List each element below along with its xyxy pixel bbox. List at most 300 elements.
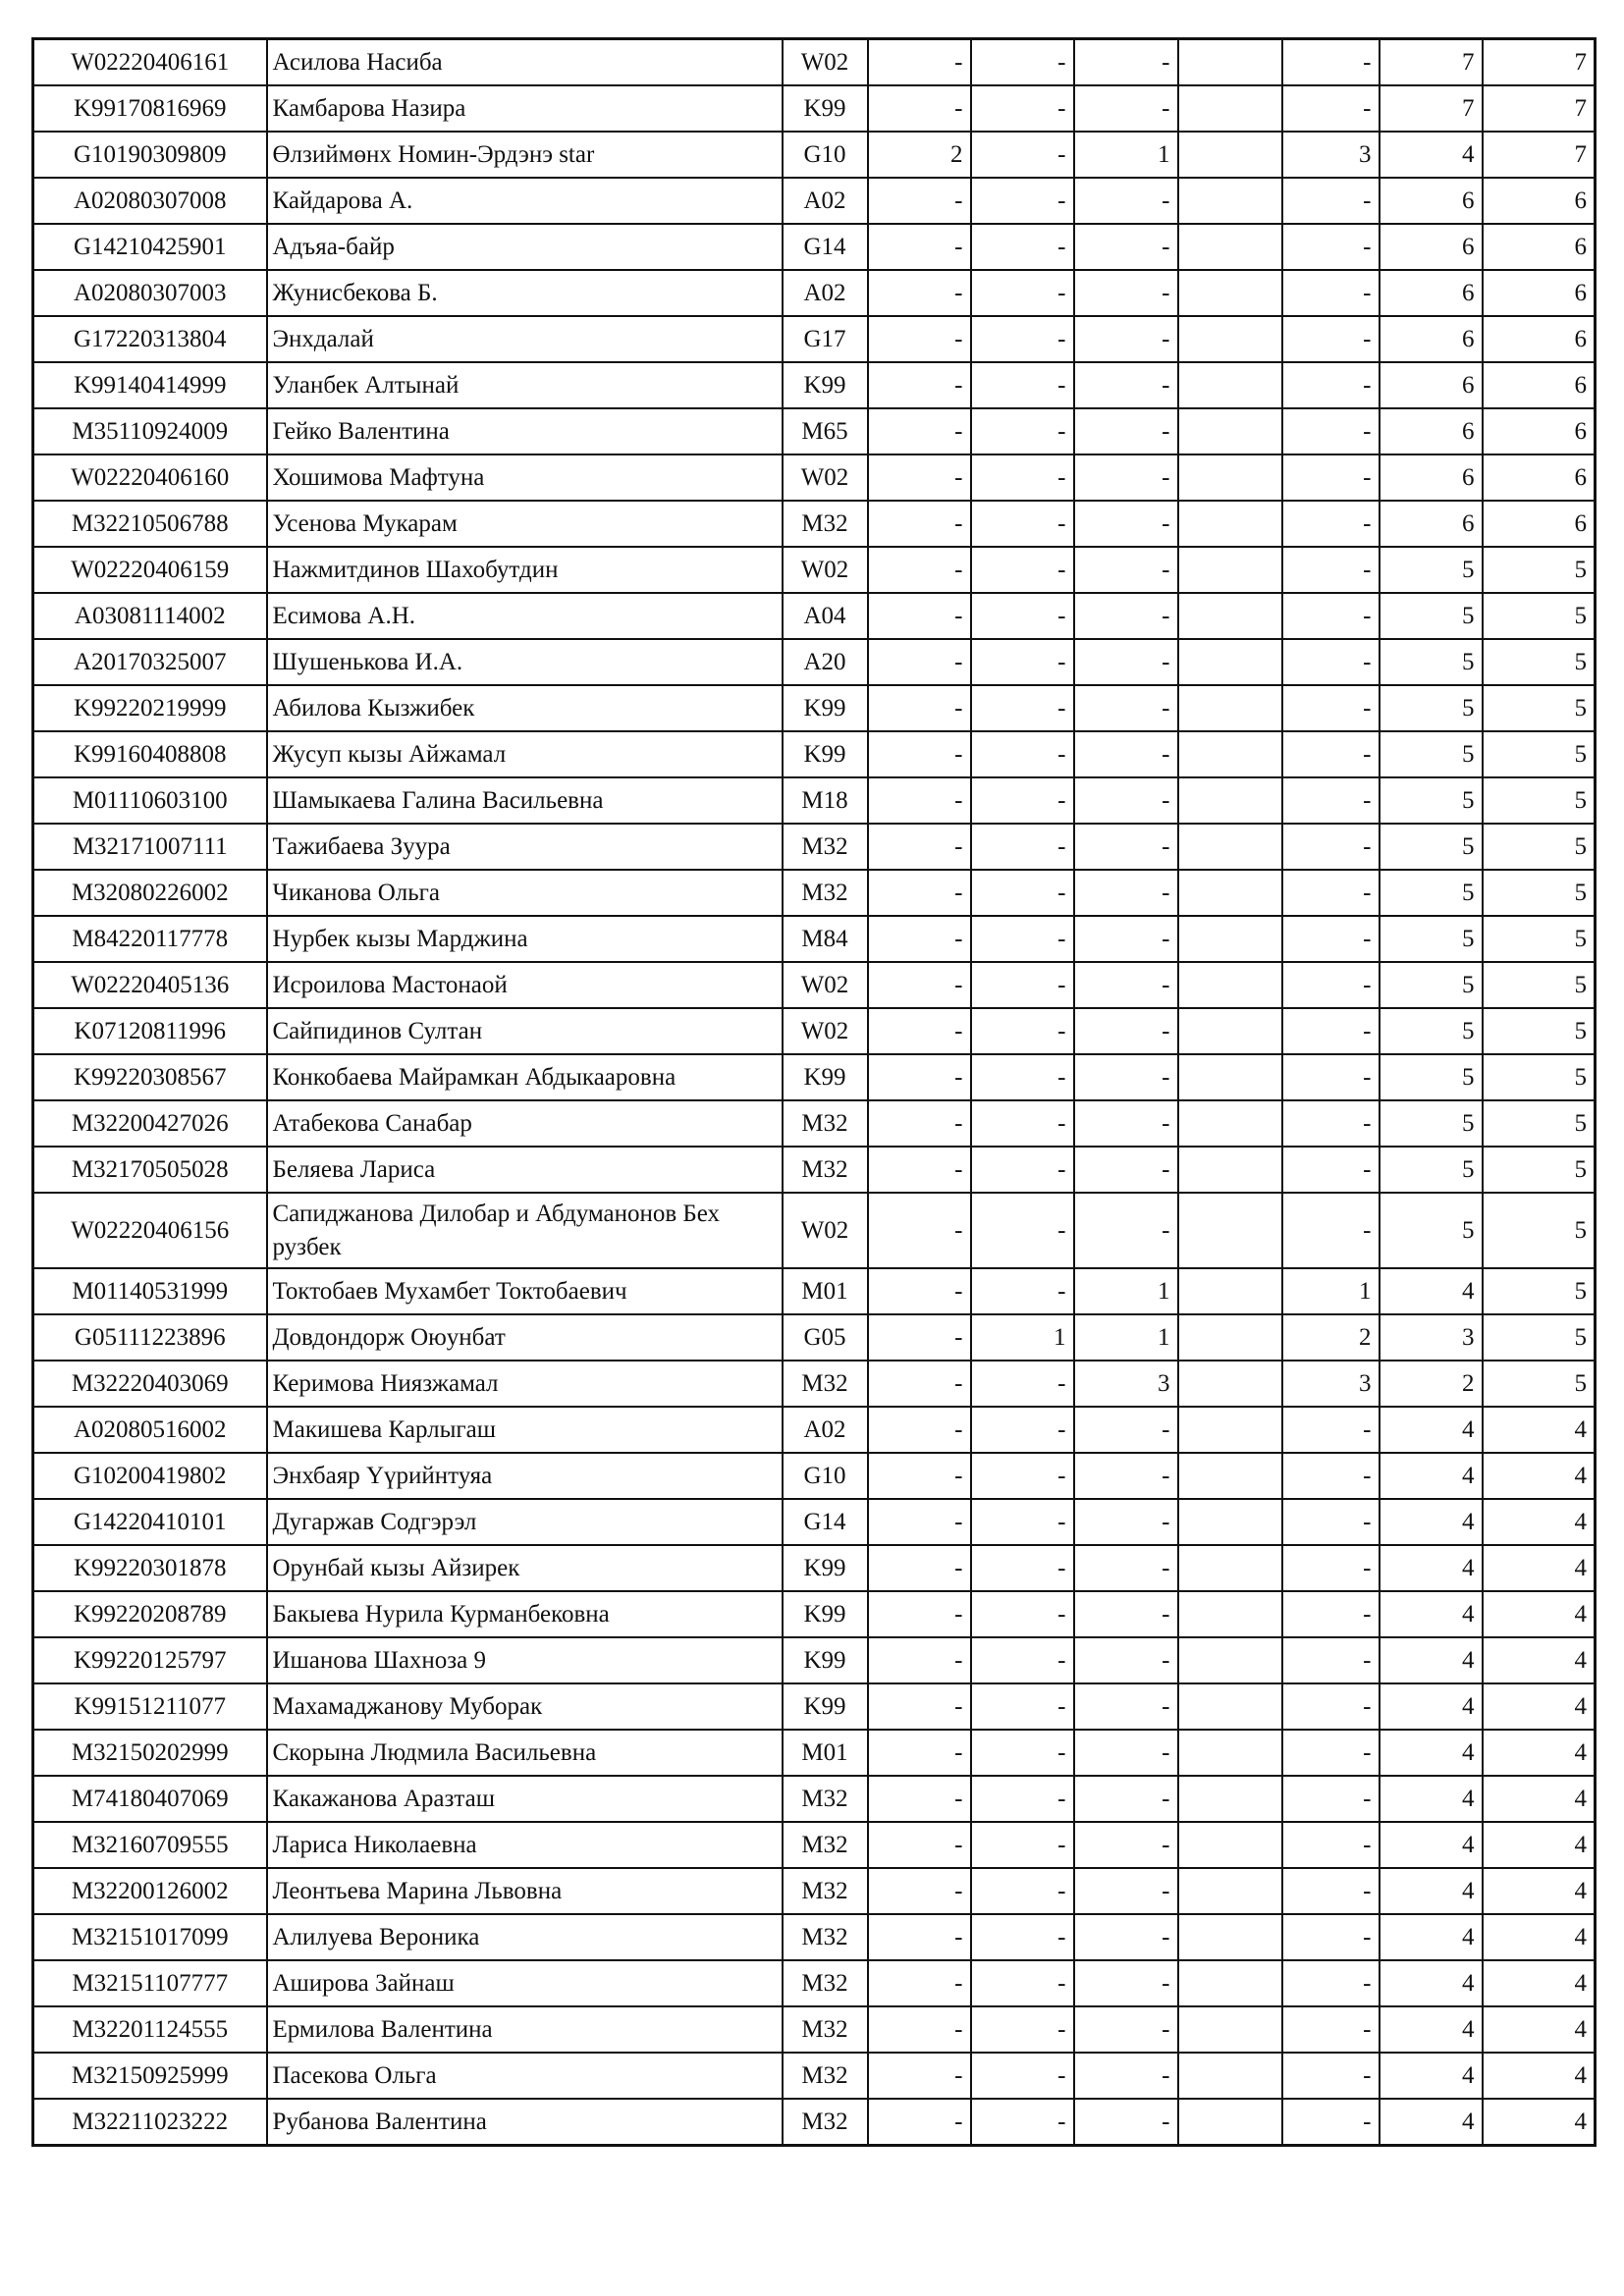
score-6-cell: 6 (1380, 316, 1483, 362)
score-5-cell: - (1282, 1407, 1380, 1453)
total-score-cell: 4 (1483, 1960, 1596, 2006)
total-score-cell: 4 (1483, 1776, 1596, 1822)
table-row (33, 1147, 1596, 1193)
score-1-cell: - (868, 1868, 971, 1914)
score-4-cell (1178, 1591, 1282, 1637)
group-code-cell: M32 (783, 1147, 868, 1193)
score-5-cell: - (1282, 962, 1380, 1008)
group-code-cell: M32 (783, 824, 868, 870)
score-6-cell: 2 (1380, 1361, 1483, 1407)
score-6-cell: 3 (1380, 1314, 1483, 1361)
total-score-cell: 4 (1483, 1868, 1596, 1914)
group-code-cell: K99 (783, 1683, 868, 1730)
member-name-cell: Чиканова Ольга (267, 870, 783, 916)
score-1-cell: 2 (868, 132, 971, 178)
member-id-cell: M32200427026 (33, 1100, 267, 1147)
table-body (33, 39, 1596, 2146)
member-name-cell: Ишанова Шахноза 9 (267, 1637, 783, 1683)
score-6-cell: 5 (1380, 1147, 1483, 1193)
score-3-cell: 1 (1074, 132, 1178, 178)
table-row (33, 1730, 1596, 1776)
member-name-cell: Жунисбекова Б. (267, 270, 783, 316)
score-1-cell: - (868, 870, 971, 916)
score-6-cell: 4 (1380, 1822, 1483, 1868)
group-code-cell: K99 (783, 731, 868, 777)
member-id-cell: G14220410101 (33, 1499, 267, 1545)
score-3-cell: - (1074, 639, 1178, 685)
score-4-cell (1178, 224, 1282, 270)
member-name-cell: Жусуп кызы Айжамал (267, 731, 783, 777)
table-row (33, 870, 1596, 916)
score-3-cell: 1 (1074, 1268, 1178, 1314)
member-name-cell: Хошимова Мафтуна (267, 454, 783, 501)
score-2-cell: - (971, 1054, 1074, 1100)
member-name-cell: Дугаржав Содгэрэл (267, 1499, 783, 1545)
score-4-cell (1178, 408, 1282, 454)
score-5-cell: - (1282, 639, 1380, 685)
member-id-cell: A02080516002 (33, 1407, 267, 1453)
group-code-cell: A02 (783, 178, 868, 224)
table-row (33, 1776, 1596, 1822)
member-name-cell: Абилова Кызжибек (267, 685, 783, 731)
table-row (33, 1868, 1596, 1914)
table-row (33, 962, 1596, 1008)
score-4-cell (1178, 1545, 1282, 1591)
score-2-cell: - (971, 1730, 1074, 1776)
score-4-cell (1178, 1100, 1282, 1147)
score-5-cell: - (1282, 870, 1380, 916)
score-1-cell: - (868, 824, 971, 870)
member-name-cell: Макишева Карлыгаш (267, 1407, 783, 1453)
score-6-cell: 4 (1380, 2053, 1483, 2099)
score-2-cell: - (971, 1822, 1074, 1868)
score-1-cell: - (868, 1960, 971, 2006)
score-2-cell: - (971, 824, 1074, 870)
group-code-cell: M18 (783, 777, 868, 824)
member-id-cell: A02080307008 (33, 178, 267, 224)
score-5-cell: - (1282, 178, 1380, 224)
member-id-cell: G10200419802 (33, 1453, 267, 1499)
score-3-cell: - (1074, 916, 1178, 962)
score-6-cell: 7 (1380, 85, 1483, 132)
group-code-cell: A02 (783, 1407, 868, 1453)
member-name-cell: Адъяа-байр (267, 224, 783, 270)
score-2-cell: - (971, 777, 1074, 824)
score-5-cell: - (1282, 1868, 1380, 1914)
score-2-cell: - (971, 1453, 1074, 1499)
table-row (33, 1499, 1596, 1545)
table-row (33, 547, 1596, 593)
total-score-cell: 5 (1483, 1100, 1596, 1147)
score-6-cell: 4 (1380, 1683, 1483, 1730)
score-3-cell: - (1074, 1407, 1178, 1453)
member-id-cell: K99220208789 (33, 1591, 267, 1637)
group-code-cell: M32 (783, 501, 868, 547)
score-1-cell: - (868, 270, 971, 316)
score-4-cell (1178, 1054, 1282, 1100)
score-4-cell (1178, 39, 1282, 86)
score-1-cell: - (868, 1193, 971, 1268)
score-3-cell: - (1074, 777, 1178, 824)
member-id-cell: M32170505028 (33, 1147, 267, 1193)
table-row (33, 408, 1596, 454)
score-4-cell (1178, 85, 1282, 132)
member-id-cell: M32151017099 (33, 1914, 267, 1960)
member-id-cell: W02220406160 (33, 454, 267, 501)
member-id-cell: M32150925999 (33, 2053, 267, 2099)
score-3-cell: 3 (1074, 1361, 1178, 1407)
member-name-cell: Өлзиймөнх Номин-Эрдэнэ star (267, 132, 783, 178)
score-3-cell: - (1074, 1545, 1178, 1591)
group-code-cell: K99 (783, 1545, 868, 1591)
score-1-cell: - (868, 39, 971, 86)
total-score-cell: 4 (1483, 1822, 1596, 1868)
table-row (33, 2099, 1596, 2146)
group-code-cell: G17 (783, 316, 868, 362)
score-2-cell: - (971, 1591, 1074, 1637)
member-name-cell: Сайпидинов Султан (267, 1008, 783, 1054)
score-1-cell: - (868, 1822, 971, 1868)
score-6-cell: 4 (1380, 1637, 1483, 1683)
score-4-cell (1178, 132, 1282, 178)
member-name-cell: Камбарова Назира (267, 85, 783, 132)
score-2-cell: - (971, 1776, 1074, 1822)
score-2-cell: - (971, 454, 1074, 501)
group-code-cell: M32 (783, 1960, 868, 2006)
table-row (33, 1914, 1596, 1960)
score-1-cell: - (868, 408, 971, 454)
table-row (33, 916, 1596, 962)
score-2-cell: - (971, 132, 1074, 178)
member-name-cell: Тажибаева Зуура (267, 824, 783, 870)
score-1-cell: - (868, 362, 971, 408)
score-6-cell: 5 (1380, 593, 1483, 639)
score-2-cell: - (971, 962, 1074, 1008)
score-3-cell: - (1074, 1637, 1178, 1683)
score-5-cell: - (1282, 362, 1380, 408)
group-code-cell: W02 (783, 1193, 868, 1268)
score-4-cell (1178, 178, 1282, 224)
score-5-cell: - (1282, 1730, 1380, 1776)
member-name-cell: Пасекова Ольга (267, 2053, 783, 2099)
score-2-cell: - (971, 685, 1074, 731)
member-name-cell: Беляева Лариса (267, 1147, 783, 1193)
score-2-cell: - (971, 224, 1074, 270)
score-1-cell: - (868, 2006, 971, 2053)
score-2-cell: - (971, 316, 1074, 362)
score-6-cell: 5 (1380, 1008, 1483, 1054)
score-2-cell: - (971, 1361, 1074, 1407)
score-4-cell (1178, 454, 1282, 501)
member-id-cell: K99220308567 (33, 1054, 267, 1100)
member-id-cell: K99170816969 (33, 85, 267, 132)
score-5-cell: - (1282, 224, 1380, 270)
score-3-cell: - (1074, 1147, 1178, 1193)
score-1-cell: - (868, 731, 971, 777)
score-2-cell: - (971, 1100, 1074, 1147)
group-code-cell: K99 (783, 1054, 868, 1100)
score-1-cell: - (868, 1499, 971, 1545)
score-5-cell: - (1282, 1683, 1380, 1730)
score-2-cell: - (971, 362, 1074, 408)
member-name-cell: Бакыева Нурила Курманбековна (267, 1591, 783, 1637)
group-code-cell: G05 (783, 1314, 868, 1361)
member-name-cell: Усенова Мукарам (267, 501, 783, 547)
score-4-cell (1178, 1637, 1282, 1683)
total-score-cell: 5 (1483, 1268, 1596, 1314)
total-score-cell: 5 (1483, 824, 1596, 870)
score-3-cell: - (1074, 1776, 1178, 1822)
member-name-cell: Исроилова Мастонаой (267, 962, 783, 1008)
score-3-cell: - (1074, 39, 1178, 86)
score-3-cell: - (1074, 1193, 1178, 1268)
score-5-cell: - (1282, 1776, 1380, 1822)
score-3-cell: - (1074, 731, 1178, 777)
member-name-cell: Аширова Зайнаш (267, 1960, 783, 2006)
total-score-cell: 4 (1483, 1730, 1596, 1776)
score-2-cell: - (971, 1545, 1074, 1591)
member-id-cell: K99220219999 (33, 685, 267, 731)
group-code-cell: K99 (783, 362, 868, 408)
score-1-cell: - (868, 1914, 971, 1960)
score-1-cell: - (868, 501, 971, 547)
score-5-cell: - (1282, 39, 1380, 86)
group-code-cell: M32 (783, 2006, 868, 2053)
score-1-cell: - (868, 1361, 971, 1407)
score-3-cell: - (1074, 1591, 1178, 1637)
table-row (33, 2006, 1596, 2053)
total-score-cell: 6 (1483, 501, 1596, 547)
score-4-cell (1178, 593, 1282, 639)
score-2-cell: - (971, 2006, 1074, 2053)
total-score-cell: 4 (1483, 1453, 1596, 1499)
table-row (33, 824, 1596, 870)
score-2-cell: - (971, 1268, 1074, 1314)
table-row (33, 270, 1596, 316)
score-1-cell: - (868, 1407, 971, 1453)
group-code-cell: M32 (783, 1914, 868, 1960)
score-5-cell: - (1282, 1008, 1380, 1054)
total-score-cell: 6 (1483, 224, 1596, 270)
table-row (33, 1361, 1596, 1407)
score-1-cell: - (868, 1008, 971, 1054)
score-5-cell: - (1282, 731, 1380, 777)
score-2-cell: - (971, 1193, 1074, 1268)
group-code-cell: W02 (783, 547, 868, 593)
member-id-cell: G10190309809 (33, 132, 267, 178)
score-4-cell (1178, 1193, 1282, 1268)
score-5-cell: - (1282, 1637, 1380, 1683)
score-5-cell: - (1282, 1193, 1380, 1268)
member-id-cell: M32211023222 (33, 2099, 267, 2146)
score-6-cell: 6 (1380, 501, 1483, 547)
score-2-cell: - (971, 270, 1074, 316)
member-name-cell: Махамаджанову Муборак (267, 1683, 783, 1730)
group-code-cell: G10 (783, 132, 868, 178)
member-name-cell: Рубанова Валентина (267, 2099, 783, 2146)
member-name-cell: Уланбек Алтынай (267, 362, 783, 408)
total-score-cell: 5 (1483, 777, 1596, 824)
score-3-cell: - (1074, 685, 1178, 731)
results-table (31, 37, 1597, 2147)
score-2-cell: - (971, 1008, 1074, 1054)
score-3-cell: - (1074, 1499, 1178, 1545)
group-code-cell: M32 (783, 1776, 868, 1822)
score-1-cell: - (868, 1453, 971, 1499)
member-id-cell: M01140531999 (33, 1268, 267, 1314)
total-score-cell: 6 (1483, 408, 1596, 454)
group-code-cell: W02 (783, 39, 868, 86)
total-score-cell: 7 (1483, 39, 1596, 86)
table-row (33, 224, 1596, 270)
score-1-cell: - (868, 777, 971, 824)
table-row (33, 1054, 1596, 1100)
score-5-cell: - (1282, 454, 1380, 501)
member-name-cell: Конкобаева Майрамкан Абдыкааровна (267, 1054, 783, 1100)
table-row (33, 132, 1596, 178)
member-id-cell: G05111223896 (33, 1314, 267, 1361)
score-1-cell: - (868, 316, 971, 362)
total-score-cell: 4 (1483, 2006, 1596, 2053)
group-code-cell: K99 (783, 685, 868, 731)
member-name-cell: Керимова Ниязжамал (267, 1361, 783, 1407)
score-6-cell: 4 (1380, 1730, 1483, 1776)
group-code-cell: W02 (783, 962, 868, 1008)
score-6-cell: 5 (1380, 1054, 1483, 1100)
table-row (33, 1407, 1596, 1453)
score-1-cell: - (868, 1776, 971, 1822)
score-4-cell (1178, 870, 1282, 916)
member-id-cell: A03081114002 (33, 593, 267, 639)
total-score-cell: 6 (1483, 316, 1596, 362)
score-1-cell: - (868, 1054, 971, 1100)
score-5-cell: - (1282, 1545, 1380, 1591)
member-id-cell: M32201124555 (33, 2006, 267, 2053)
table-row (33, 454, 1596, 501)
score-2-cell: - (971, 1147, 1074, 1193)
score-3-cell: - (1074, 1453, 1178, 1499)
total-score-cell: 5 (1483, 1054, 1596, 1100)
score-4-cell (1178, 1314, 1282, 1361)
score-2-cell: - (971, 178, 1074, 224)
score-4-cell (1178, 362, 1282, 408)
score-1-cell: - (868, 1730, 971, 1776)
member-id-cell: M84220117778 (33, 916, 267, 962)
member-name-cell: Нурбек кызы Марджина (267, 916, 783, 962)
table-row (33, 1268, 1596, 1314)
member-id-cell: M01110603100 (33, 777, 267, 824)
member-id-cell: M32150202999 (33, 1730, 267, 1776)
total-score-cell: 4 (1483, 1545, 1596, 1591)
score-5-cell: - (1282, 1054, 1380, 1100)
score-5-cell: - (1282, 501, 1380, 547)
score-3-cell: - (1074, 85, 1178, 132)
group-code-cell: M32 (783, 870, 868, 916)
score-6-cell: 4 (1380, 1453, 1483, 1499)
score-3-cell: - (1074, 270, 1178, 316)
total-score-cell: 5 (1483, 870, 1596, 916)
score-4-cell (1178, 639, 1282, 685)
score-5-cell: - (1282, 1499, 1380, 1545)
group-code-cell: K99 (783, 85, 868, 132)
score-6-cell: 4 (1380, 2099, 1483, 2146)
table-row (33, 1314, 1596, 1361)
score-4-cell (1178, 2099, 1282, 2146)
table-row (33, 362, 1596, 408)
table-row (33, 1008, 1596, 1054)
score-2-cell: - (971, 1637, 1074, 1683)
total-score-cell: 5 (1483, 1008, 1596, 1054)
member-name-cell: Лариса Николаевна (267, 1822, 783, 1868)
score-4-cell (1178, 1453, 1282, 1499)
score-4-cell (1178, 1008, 1282, 1054)
score-4-cell (1178, 2053, 1282, 2099)
table-row (33, 1960, 1596, 2006)
total-score-cell: 6 (1483, 454, 1596, 501)
score-6-cell: 5 (1380, 731, 1483, 777)
score-6-cell: 4 (1380, 1776, 1483, 1822)
total-score-cell: 7 (1483, 132, 1596, 178)
member-name-cell: Кайдарова А. (267, 178, 783, 224)
score-3-cell: - (1074, 962, 1178, 1008)
score-1-cell: - (868, 1100, 971, 1147)
score-1-cell: - (868, 547, 971, 593)
score-3-cell: - (1074, 1683, 1178, 1730)
score-4-cell (1178, 824, 1282, 870)
score-4-cell (1178, 1361, 1282, 1407)
score-5-cell: - (1282, 1100, 1380, 1147)
score-6-cell: 5 (1380, 685, 1483, 731)
score-6-cell: 5 (1380, 962, 1483, 1008)
score-1-cell: - (868, 1591, 971, 1637)
score-5-cell: - (1282, 593, 1380, 639)
score-3-cell: - (1074, 1960, 1178, 2006)
score-2-cell: 1 (971, 1314, 1074, 1361)
total-score-cell: 4 (1483, 1637, 1596, 1683)
score-3-cell: - (1074, 1914, 1178, 1960)
score-2-cell: - (971, 85, 1074, 132)
score-6-cell: 4 (1380, 1914, 1483, 1960)
member-id-cell: A02080307003 (33, 270, 267, 316)
score-3-cell: - (1074, 362, 1178, 408)
score-5-cell: - (1282, 685, 1380, 731)
score-4-cell (1178, 316, 1282, 362)
member-name-cell: Есимова А.Н. (267, 593, 783, 639)
group-code-cell: G14 (783, 1499, 868, 1545)
score-1-cell: - (868, 178, 971, 224)
score-4-cell (1178, 501, 1282, 547)
member-id-cell: M32080226002 (33, 870, 267, 916)
score-3-cell: - (1074, 501, 1178, 547)
score-6-cell: 5 (1380, 639, 1483, 685)
score-3-cell: - (1074, 454, 1178, 501)
table-row (33, 501, 1596, 547)
score-1-cell: - (868, 1268, 971, 1314)
score-2-cell: - (971, 408, 1074, 454)
score-1-cell: - (868, 593, 971, 639)
total-score-cell: 5 (1483, 1361, 1596, 1407)
score-6-cell: 5 (1380, 824, 1483, 870)
total-score-cell: 4 (1483, 2053, 1596, 2099)
score-3-cell: - (1074, 178, 1178, 224)
score-5-cell: - (1282, 408, 1380, 454)
member-id-cell: K99160408808 (33, 731, 267, 777)
score-6-cell: 4 (1380, 1407, 1483, 1453)
score-1-cell: - (868, 639, 971, 685)
table-row (33, 731, 1596, 777)
score-2-cell: - (971, 731, 1074, 777)
score-4-cell (1178, 1147, 1282, 1193)
